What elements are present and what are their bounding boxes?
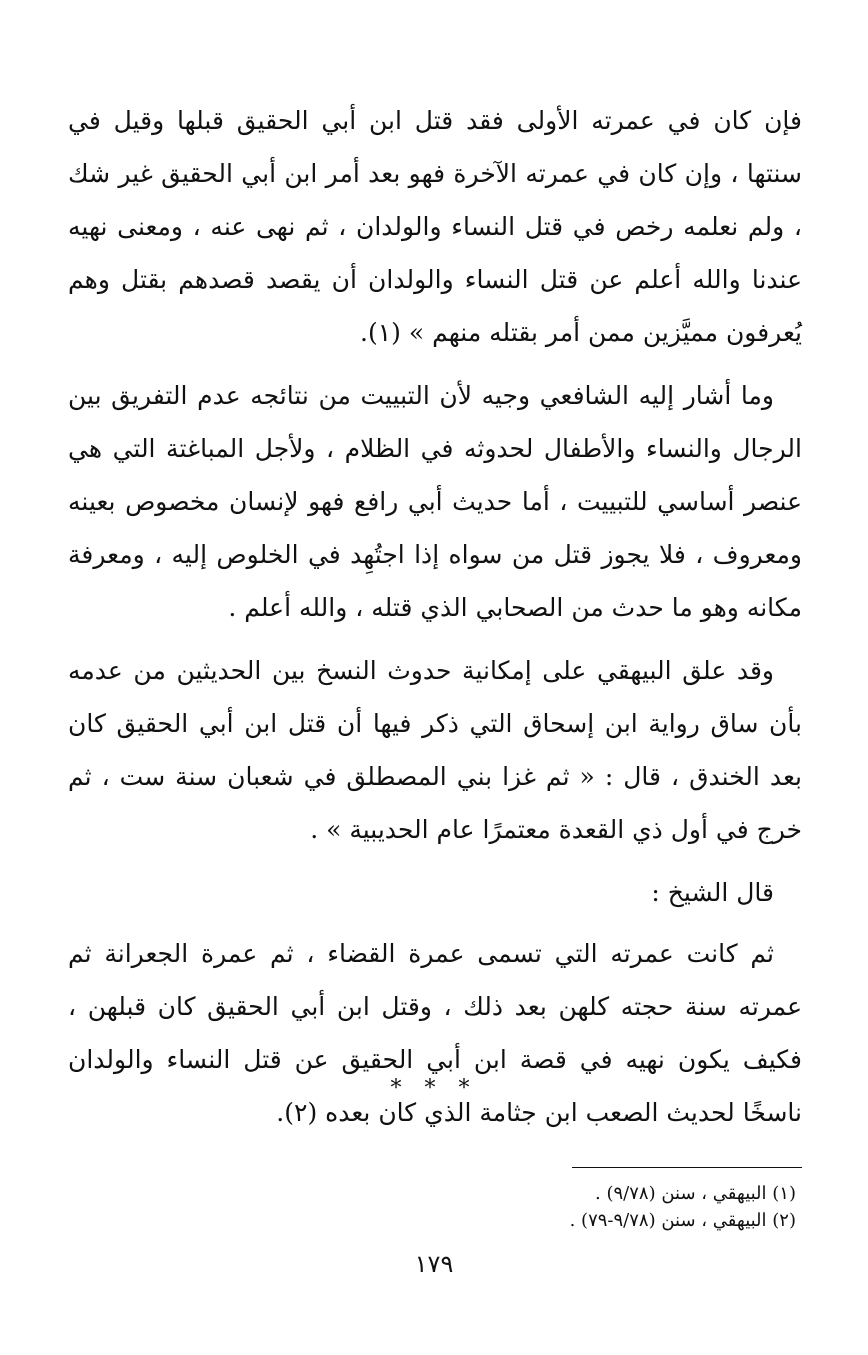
paragraph-bayhaqi-comment: وقد علق البيهقي على إمكانية حدوث النسخ بين الحديثين من عدمه بأن ساق رواية ابن إسحاق التي ذكر فيها أن قتل ابن أبي الحقيق كان بعد الخندق ، قال : « ثم غزا بني المصطلق في شعبان سنة ست ، ثم خرج في أول ذي القعدة معتمرًا عام الحديبية » . [68,656,802,844]
paragraph-sheikh-heading: قال الشيخ : [651,878,774,907]
paragraph-sheikh-quote: ثم كانت عمرته التي تسمى عمرة القضاء ، ثم عمرة الجعرانة ثم عمرته سنة حجته كلهن بعد ذلك ، وقتل ابن أبي الحقيق كان قبلهن ، فكيف يكون نهيه في قصة ابن أبي الحقيق عن قتل النساء والولدان ناسخًا لحديث الصعب ابن جثامة الذي كان بعده (٢). [68,939,802,1127]
footnote-1: (١) البيهقي ، سنن (٩/٧٨) . [595,1183,796,1204]
page-body [68,94,802,1139]
paragraph-shafii-comment: وما أشار إليه الشافعي وجيه لأن التبييت من نتائجه عدم التفريق بين الرجال والنساء والأطفال لحدوثه في الظلام ، ولأجل المباغتة التي هي عنصر أساسي للتبييت ، أما حديث أبي رافع فهو لإنسان مخصوص بعينه ومعروف ، فلا يجوز قتل من سواه إذا اجتُهِد في الخلوص إليه ، ومعرفة مكانه وهو ما حدث من الصحابي الذي قتله ، والله أعلم . [68,381,802,622]
section-divider: * * * [390,1076,478,1101]
page-number: ١٧٩ [414,1250,454,1278]
footnote-2: (٢) البيهقي ، سنن (٩/٧٨-٧٩) . [569,1210,796,1231]
footnotes [570,1180,796,1234]
footnote-separator [572,1167,802,1168]
paragraph-continuation: فإن كان في عمرته الأولى فقد قتل ابن أبي الحقيق قبلها وقيل في سنتها ، وإن كان في عمرته الآخرة فهو بعد أمر ابن أبي الحقيق غير شك ، ولم نعلمه رخص في قتل النساء والولدان ، ثم نهى عنه ، ومعنى نهيه عندنا والله أعلم عن قتل النساء والولدان أن يقصد قصدهم بقتل وهم يُعرفون مميَّزين ممن أمر بقتله منهم » (١). [68,106,802,347]
